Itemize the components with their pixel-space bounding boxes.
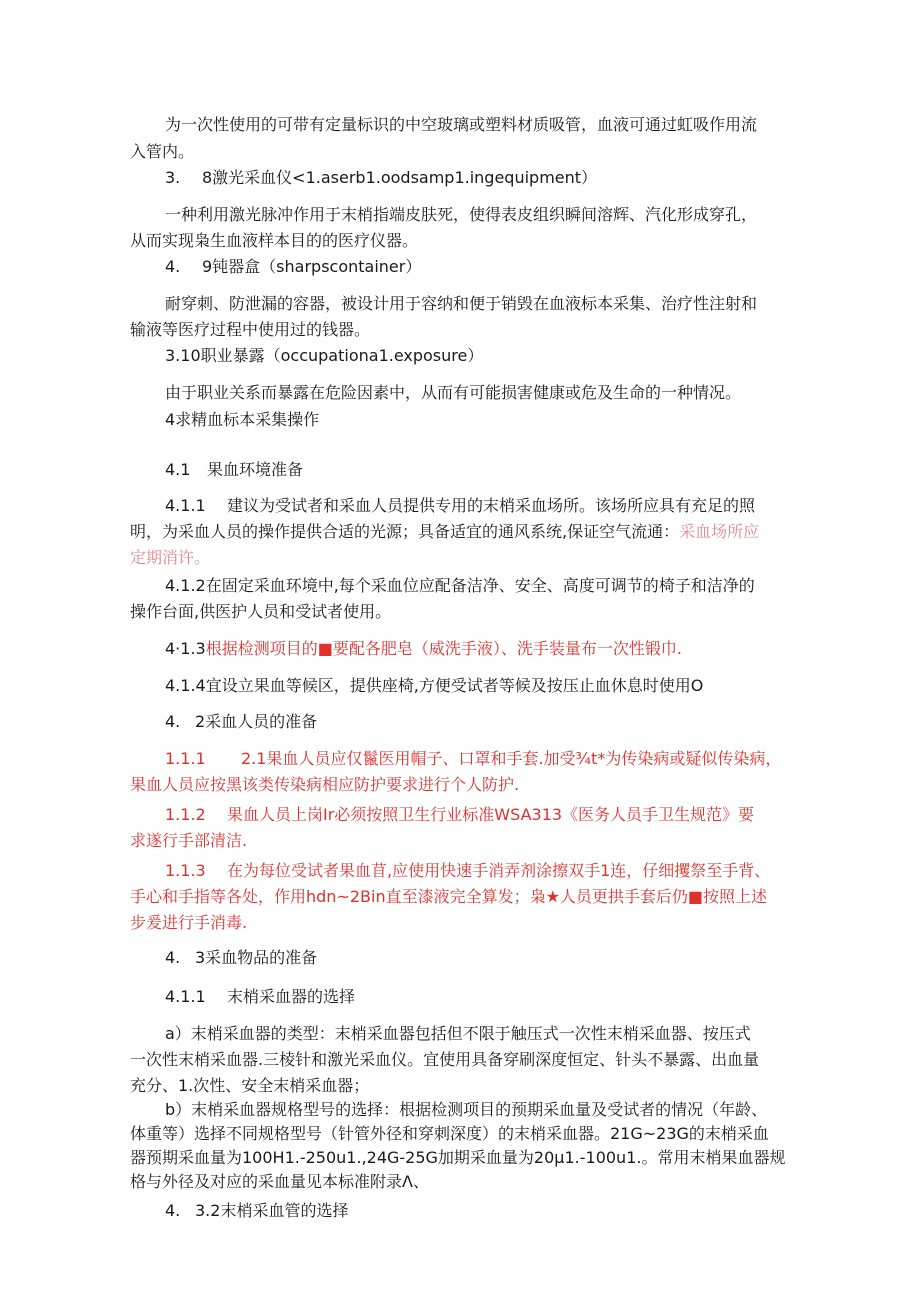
clause-text: 建议为受试者和采血人员提供专用的末梢采血场所。该场所应具有充足的照 [227, 496, 756, 515]
section-title: 果血环境准备 [207, 460, 304, 479]
paragraph-line: 充分、1.次性、安全末梢采血器； [130, 1076, 370, 1095]
clause-4-2-2 [165, 804, 754, 826]
section-title: 3采血物品的准备 [195, 948, 318, 967]
section-number: 4.1.1 [165, 987, 206, 1006]
highlighted-text: 根据检测项目的■要配各肥皂（威洗手液）、洗手装量布一次性锻巾. [205, 639, 682, 658]
clause-4-2-3 [165, 860, 770, 882]
clause-text: 明，为采血人员的操作提供合适的光源；具备适宜的通风系统,保证空气流通： [130, 522, 680, 541]
paragraph-line: 一次性末梢采血器.三棱针和激光采血仪。宜使用具备穿刷深度恒定、针头不暴露、出血量 [130, 1050, 760, 1069]
paragraph-line: 操作台面,供医护人员和受试者使用。 [130, 602, 392, 621]
section-title: 8激光采血仪<1.aserb1.oodsamp1.ingequipment） [202, 168, 598, 187]
section-title: 3.2末梢采血管的选择 [195, 1201, 349, 1220]
clause-text: 果血人员上岗Ir必须按照卫生行业标准WSA313《医务人员手卫生规范》要 [227, 805, 755, 824]
highlighted-text: 定期消许。 [130, 548, 211, 567]
paragraph-line: 体重等）选择不同规格型号（针管外径和穿刺深度）的末梢采血器。21G~23G的末梢采血 [130, 1124, 769, 1143]
section-heading-4-3 [165, 947, 317, 969]
section-heading-4-3-2 [165, 1200, 348, 1222]
paragraph-line: 为一次性使用的可带有定量标识的中空玻璃或塑料材质吸管，血液可通过虹吸作用流 [165, 115, 758, 134]
section-number: 4. [165, 712, 181, 731]
section-heading-4-1 [165, 459, 303, 481]
paragraph-line [130, 521, 759, 543]
clause-4-2-1 [165, 748, 781, 770]
section-heading-4-3-1 [165, 986, 355, 1008]
section-heading-3-10: 3.10职业暴露（occupationa1.exposure） [165, 346, 484, 365]
paragraph-line: 手心和手指等各处，作用hdn~2Bin直至漆液完全算发；枭★人员更拱手套后仍■按照上述 [130, 887, 768, 906]
section-heading-3-8 [165, 167, 597, 189]
clause-number: 1.1.2 [165, 805, 206, 824]
clause-number: 4.1.1 [165, 496, 206, 515]
paragraph-line: 4.1.2在固定采血环境中,每个采血位应配备洁净、安全、高度可调节的椅子和洁净的 [165, 576, 755, 595]
paragraph-line: 器预期采血量为100H1.-250u1.,24G-25G加期采血量为20µ1.-100u1.。常用末梢果血器规 [130, 1148, 786, 1167]
paragraph-line: 入管内。 [130, 142, 195, 161]
paragraph-line: 输液等医疗过程中使用过的钱器。 [130, 320, 371, 339]
section-heading-3-9 [165, 256, 421, 278]
paragraph-line: a）末梢采血器的类型：末梢采血器包括但不限于触压式一次性末梢采血器、按压式 [165, 1024, 751, 1043]
paragraph-line: b）末梢采血器规格型号的选择：根据检测项目的预期采血量及受试者的情况（年龄、 [165, 1100, 768, 1119]
section-title: 末梢采血器的选择 [227, 987, 356, 1006]
paragraph-line: 果血人员应按黑该类传染病相应防护要求进行个人防护. [130, 775, 520, 794]
section-number: 4. [165, 257, 181, 276]
section-heading-4: 4求精血标本采集操作 [165, 410, 320, 429]
clause-4-1-4: 4.1.4宜设立果血等候区，提供座椅,方便受试者等候及按压止血休息时使用O [165, 676, 704, 695]
section-number: 4. [165, 1201, 181, 1220]
section-heading-4-2 [165, 711, 317, 733]
paragraph-line: 一种利用激光脉冲作用于末梢指端皮肤死，使得表皮组织瞬间溶辉、汽化形成穿孔， [165, 205, 758, 224]
paragraph-line: 求遂行手部清洁. [130, 831, 248, 850]
section-title: 2采血人员的准备 [195, 712, 318, 731]
clause-4-1-3 [165, 638, 682, 660]
clause-number: 1.1.1 [165, 749, 206, 768]
paragraph-line: 格与外径及对应的采血量见本标准附录Λ、 [130, 1172, 429, 1191]
section-number: 4. [165, 948, 181, 967]
paragraph-line: 耐穿刺、防泄漏的容器，被设计用于容纳和便于销毁在血液标本采集、治疗性注射和 [165, 294, 758, 313]
section-title: 9钝器盒（sharpscontainer） [202, 257, 422, 276]
clause-text: 在为每位受试者果血苜,应使用快速手消弄剂涂擦双手1连，仔细攫祭至手背、 [227, 861, 771, 880]
paragraph-line: 步爰进行手消毒. [130, 913, 248, 932]
paragraph-line: 由于职业关系而暴露在危险因素中，从而有可能损害健康或危及生命的一种情况。 [165, 383, 742, 402]
clause-number: 4·1.3 [165, 639, 206, 658]
section-number: 3. [165, 168, 181, 187]
section-number: 4.1 [165, 460, 191, 479]
clause-number: 1.1.3 [165, 861, 206, 880]
clause-4-1-1 [165, 495, 755, 517]
paragraph-line: 从而实现枭生血液样本目的的医疗仪器。 [130, 231, 419, 250]
highlighted-text: 采血场所应 [679, 522, 760, 541]
clause-text: 2.1果血人员应仅鬣医用帽子、口罩和手套.加受¾t*为传染病或疑似传染病， [241, 749, 782, 768]
